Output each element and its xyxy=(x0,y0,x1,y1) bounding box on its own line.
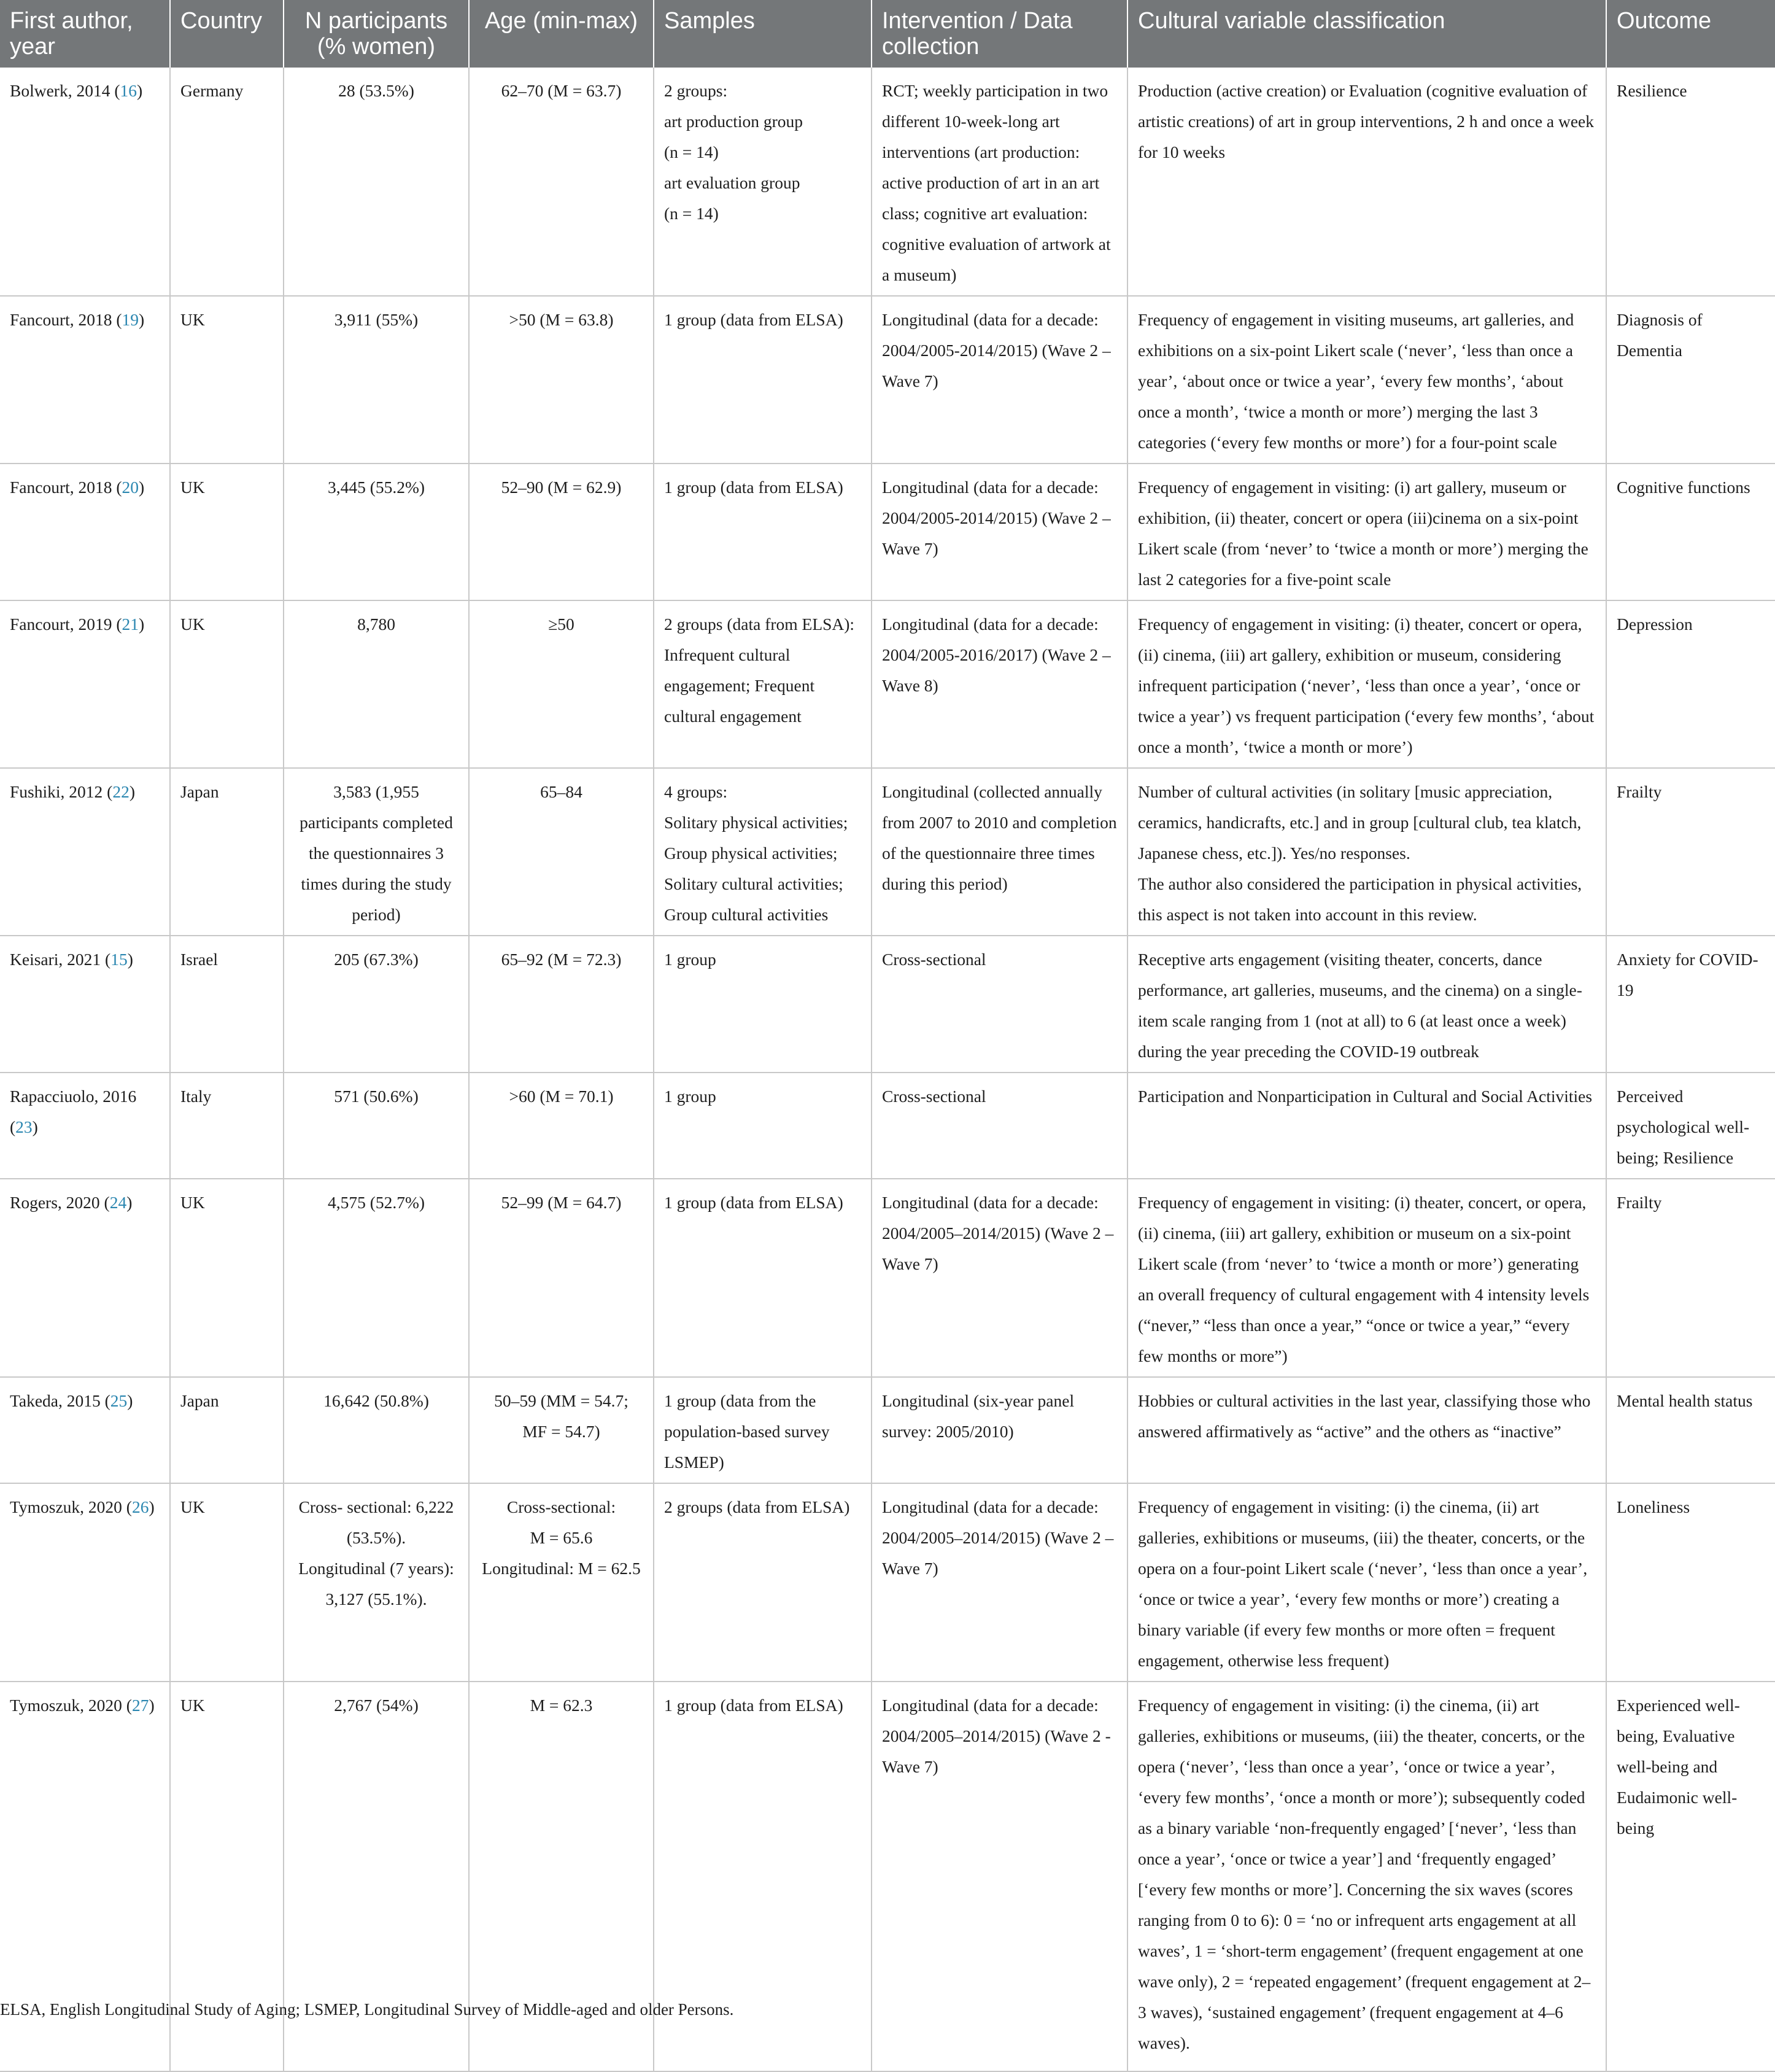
author-year: Rapacciuolo, 2016 ( xyxy=(10,1086,137,1136)
cell-intervention-line: Cross-sectional xyxy=(882,1086,986,1106)
cell-intervention-line: Longitudinal (data for a decade: 2004/2005–2014/2015) (Wave 2 - Wave 7) xyxy=(882,1695,1111,1776)
reference-link[interactable]: 16 xyxy=(120,80,137,100)
cell-samples-line: 1 group xyxy=(664,1086,716,1106)
cell-cultural-variable-line: Frequency of engagement in visiting: (i) the cinema, (ii) art galleries, exhibitions or museums, (iii) the theater, concerts, or the opera (‘never’, ‘less than once a year’, ‘once or twice a year’, ‘every few months’, ‘once a month or more’); subsequently coded as a binary variable ‘non-frequently engaged’ [‘never’, ‘less than once a year’, ‘once or twice a year’] and ‘frequently engaged’ [‘every few months or more’]. Concerning the six waves (scores ranging from 0 to 6): 0 = ‘no or infrequent arts engagement at all waves’, 1 = ‘short-term engagement’ (frequent engagement at one wave only), 2 = ‘repeated engagement’ (frequent engagement at 2–3 waves), ‘sustained engagement’ (frequent engagement at 4–6 waves). xyxy=(1138,1695,1591,2052)
cell-intervention-line: Longitudinal (data for a decade: 2004/2005-2014/2015) (Wave 2 – Wave 7) xyxy=(882,309,1111,390)
cell-samples-line: 1 group (data from ELSA) xyxy=(664,1695,843,1715)
cell-age xyxy=(469,1377,654,1483)
cell-intervention-line: Longitudinal (data for a decade: 2004/2005–2014/2015) (Wave 2 –Wave 7) xyxy=(882,1192,1114,1273)
table-row xyxy=(0,768,1775,936)
cell-n-participants-line: 3,583 (1,955 participants completed the questionnaires 3 times during the study period) xyxy=(300,782,453,924)
cell-samples-line: 4 groups: xyxy=(664,782,728,801)
reference-link[interactable]: 24 xyxy=(109,1192,127,1212)
cell-cultural-variable-line: Participation and Nonparticipation in Cultural and Social Activities xyxy=(1138,1086,1593,1106)
cell-cultural-variable-line: Frequency of engagement in visiting: (i) theater, concert, or opera, (ii) cinema, (iii) art gallery, exhibition or museum on a six-point Likert scale (from ‘never’ to ‘twice a month or more’) generating an overall frequency of cultural engagement with 4 intensity levels (“never,” “less than once a year,” “once or twice a year,” “every few months or more”) xyxy=(1138,1192,1590,1365)
cell-n-participants-line: 8,780 xyxy=(357,614,395,634)
cell-samples-line: Group physical activities; xyxy=(664,843,838,863)
header-row xyxy=(0,0,1775,68)
cell-n-participants xyxy=(284,1179,469,1377)
cell-age xyxy=(469,296,654,464)
cell-samples-line: Solitary physical activities; xyxy=(664,812,848,832)
cell-country: Japan xyxy=(170,1377,284,1483)
cell-outcome: Diagnosis of Dementia xyxy=(1606,296,1775,464)
reference-link[interactable]: 15 xyxy=(110,949,128,969)
cell-intervention xyxy=(872,296,1127,464)
cell-samples-line: (n = 14) xyxy=(664,142,719,161)
cell-samples xyxy=(654,600,872,768)
cell-age xyxy=(469,1483,654,1682)
cell-n-participants-line: 16,642 (50.8%) xyxy=(323,1391,429,1410)
cell-first-author: Fancourt, 2018 (20) xyxy=(0,464,170,600)
cell-samples xyxy=(654,296,872,464)
cell-age-line: >60 (M = 70.1) xyxy=(509,1086,614,1106)
cell-first-author: Keisari, 2021 (15) xyxy=(0,936,170,1073)
cell-n-participants-line: 2,767 (54%) xyxy=(334,1695,419,1715)
cell-n-participants xyxy=(284,600,469,768)
cell-age-line: M = 62.3 xyxy=(530,1695,593,1715)
cell-samples xyxy=(654,68,872,296)
table-row xyxy=(0,1377,1775,1483)
author-year: Takeda, 2015 ( xyxy=(10,1391,110,1410)
cell-cultural-variable xyxy=(1127,936,1606,1073)
table-header xyxy=(0,0,1775,68)
cell-age xyxy=(469,936,654,1073)
cell-n-participants xyxy=(284,936,469,1073)
cell-n-participants-line: Longitudinal (7 years): 3,127 (55.1%). xyxy=(298,1558,454,1608)
cell-cultural-variable xyxy=(1127,1179,1606,1377)
cell-first-author: Takeda, 2015 (25) xyxy=(0,1377,170,1483)
cell-cultural-variable-line: Hobbies or cultural activities in the last year, classifying those who answered affirmatively as “active” and the others as “inactive” xyxy=(1138,1391,1591,1441)
table-row xyxy=(0,600,1775,768)
cell-samples xyxy=(654,1179,872,1377)
cell-samples-line: 1 group xyxy=(664,949,716,969)
cell-cultural-variable xyxy=(1127,68,1606,296)
cell-n-participants xyxy=(284,768,469,936)
cell-cultural-variable-line: Frequency of engagement in visiting museums, art galleries, and exhibitions on a six-point Likert scale (‘never’, ‘less than once a year’, ‘about once or twice a year’, ‘every few months’, ‘about once a month’, ‘twice a month or more’) merging the last 3 categories (‘every few months or more’) for a four-point scale xyxy=(1138,309,1574,452)
cell-intervention xyxy=(872,1073,1127,1179)
cell-age-line: Longitudinal: M = 62.5 xyxy=(482,1558,641,1578)
cell-n-participants xyxy=(284,1073,469,1179)
author-year: Fushiki, 2012 ( xyxy=(10,782,113,801)
cell-samples-line: 2 groups (data from ELSA): Infrequent cultural engagement; Frequent cultural engagement xyxy=(664,614,855,726)
header-outcome: Outcome xyxy=(1606,0,1775,68)
cell-outcome: Frailty xyxy=(1606,768,1775,936)
cell-country: UK xyxy=(170,1483,284,1682)
cell-outcome: Perceived psychological well-being; Resilience xyxy=(1606,1073,1775,1179)
header-intervention: Intervention / Data collection xyxy=(872,0,1127,68)
cell-first-author: Tymoszuk, 2020 (26) xyxy=(0,1483,170,1682)
cell-country: UK xyxy=(170,600,284,768)
cell-samples-line: 2 groups: xyxy=(664,80,728,100)
cell-n-participants-line: 28 (53.5%) xyxy=(338,80,414,100)
author-year: Tymoszuk, 2020 ( xyxy=(10,1695,132,1715)
reference-link[interactable]: 26 xyxy=(131,1497,149,1516)
cell-age-line: 52–90 (M = 62.9) xyxy=(501,477,622,497)
table-row xyxy=(0,1483,1775,1682)
cell-n-participants xyxy=(284,68,469,296)
reference-link[interactable]: 27 xyxy=(131,1695,149,1715)
reference-link[interactable]: 23 xyxy=(15,1117,33,1136)
table-row xyxy=(0,68,1775,296)
cell-n-participants-line: Cross- sectional: 6,222 (53.5%). xyxy=(298,1497,454,1547)
cell-cultural-variable xyxy=(1127,768,1606,936)
cell-n-participants-line: 205 (67.3%) xyxy=(334,949,419,969)
header-age: Age (min-max) xyxy=(469,0,654,68)
cell-outcome: Loneliness xyxy=(1606,1483,1775,1682)
cell-intervention xyxy=(872,1483,1127,1682)
cell-country: Germany xyxy=(170,68,284,296)
cell-cultural-variable xyxy=(1127,464,1606,600)
cell-n-participants xyxy=(284,296,469,464)
table-footnote: ELSA, English Longitudinal Study of Aging; LSMEP, Longitudinal Survey of Middle-aged and older Persons. xyxy=(0,2000,734,2019)
table-body xyxy=(0,68,1775,2071)
cell-intervention xyxy=(872,600,1127,768)
cell-intervention-line: Longitudinal (six-year panel survey: 2005/2010) xyxy=(882,1391,1075,1441)
cell-age xyxy=(469,464,654,600)
cell-country: UK xyxy=(170,464,284,600)
cell-age-line: ≥50 xyxy=(548,614,574,634)
cell-age xyxy=(469,1073,654,1179)
cell-samples-line: art evaluation group xyxy=(664,173,800,192)
author-year: Fancourt, 2018 ( xyxy=(10,477,122,497)
header-samples: Samples xyxy=(654,0,872,68)
cell-country: UK xyxy=(170,296,284,464)
cell-outcome: Frailty xyxy=(1606,1179,1775,1377)
cell-samples-line: Solitary cultural activities; xyxy=(664,874,843,893)
cell-intervention xyxy=(872,68,1127,296)
cell-cultural-variable-line: Number of cultural activities (in solitary [music appreciation, ceramics, handicrafts, etc.] and in group [cultural club, tea klatch, Japanese chess, etc.]). Yes/no responses. xyxy=(1138,782,1582,863)
cell-samples-line: 1 group (data from ELSA) xyxy=(664,309,843,329)
table-row xyxy=(0,1179,1775,1377)
cell-first-author: Rogers, 2020 (24) xyxy=(0,1179,170,1377)
cell-age-line: 65–92 (M = 72.3) xyxy=(501,949,622,969)
cell-samples-line: 2 groups (data from ELSA) xyxy=(664,1497,850,1516)
header-first-author: First author, year xyxy=(0,0,170,68)
cell-intervention xyxy=(872,768,1127,936)
cell-outcome: Mental health status xyxy=(1606,1377,1775,1483)
cell-intervention-line: RCT; weekly participation in two different 10-week-long art interventions (art production: active production of art in an art class; cognitive art evaluation: cognitive evaluation of artwork at a museum) xyxy=(882,80,1111,284)
cell-intervention-line: Longitudinal (data for a decade: 2004/2005-2014/2015) (Wave 2 – Wave 7) xyxy=(882,477,1111,558)
cell-age-line: MF = 54.7) xyxy=(522,1421,600,1441)
cell-outcome: Anxiety for COVID-19 xyxy=(1606,936,1775,1073)
cell-samples xyxy=(654,768,872,936)
cell-intervention xyxy=(872,1179,1127,1377)
reference-link[interactable]: 19 xyxy=(122,309,139,329)
cell-cultural-variable xyxy=(1127,600,1606,768)
cell-intervention xyxy=(872,464,1127,600)
header-country: Country xyxy=(170,0,284,68)
cell-cultural-variable-line: The author also considered the participation in physical activities, this aspect is not taken into account in this review. xyxy=(1138,874,1582,924)
cell-country: Italy xyxy=(170,1073,284,1179)
cell-intervention-line: Longitudinal (data for a decade: 2004/2005-2016/2017) (Wave 2 – Wave 8) xyxy=(882,614,1111,695)
cell-cultural-variable xyxy=(1127,296,1606,464)
cell-first-author: Fushiki, 2012 (22) xyxy=(0,768,170,936)
cell-samples-line: Group cultural activities xyxy=(664,904,829,924)
author-year: Fancourt, 2018 ( xyxy=(10,309,122,329)
cell-intervention xyxy=(872,936,1127,1073)
cell-cultural-variable xyxy=(1127,1377,1606,1483)
cell-age-line: 65–84 xyxy=(540,782,582,801)
cell-age xyxy=(469,68,654,296)
cell-age-line: Cross-sectional: xyxy=(506,1497,616,1516)
table-row xyxy=(0,296,1775,464)
table-row xyxy=(0,464,1775,600)
reference-link[interactable]: 22 xyxy=(112,782,130,801)
cell-n-participants-line: 4,575 (52.7%) xyxy=(327,1192,425,1212)
cell-n-participants xyxy=(284,1483,469,1682)
author-year: Keisari, 2021 ( xyxy=(10,949,111,969)
cell-samples-line: (n = 14) xyxy=(664,203,719,223)
reference-link[interactable]: 20 xyxy=(122,477,139,497)
author-year: Rogers, 2020 ( xyxy=(10,1192,110,1212)
cell-outcome: Cognitive functions xyxy=(1606,464,1775,600)
cell-samples-line: 1 group (data from ELSA) xyxy=(664,1192,843,1212)
reference-link[interactable]: 21 xyxy=(122,614,139,634)
header-cultural-variable: Cultural variable classification xyxy=(1127,0,1606,68)
author-year: Bolwerk, 2014 ( xyxy=(10,80,120,100)
cell-age-line: 50–59 (MM = 54.7; xyxy=(494,1391,628,1410)
cell-n-participants xyxy=(284,1377,469,1483)
cell-samples xyxy=(654,936,872,1073)
cell-cultural-variable-line: Receptive arts engagement (visiting theater, concerts, dance performance, art galleries, museums, and the cinema) on a single-item scale ranging from 1 (not at all) to 6 (at least once a week) during the year preceding the COVID-19 outbreak xyxy=(1138,949,1582,1061)
author-year: Fancourt, 2019 ( xyxy=(10,614,122,634)
cell-cultural-variable xyxy=(1127,1073,1606,1179)
reference-link[interactable]: 25 xyxy=(110,1391,128,1410)
cell-first-author: Rapacciuolo, 2016 (23) xyxy=(0,1073,170,1179)
cell-cultural-variable-line: Production (active creation) or Evaluation (cognitive evaluation of artistic creations) of art in group interventions, 2 h and once a week for 10 weeks xyxy=(1138,80,1595,161)
cell-age-line: 62–70 (M = 63.7) xyxy=(501,80,622,100)
cell-first-author: Bolwerk, 2014 (16) xyxy=(0,68,170,296)
author-year: Tymoszuk, 2020 ( xyxy=(10,1497,132,1516)
cell-country: Japan xyxy=(170,768,284,936)
cell-age-line: 52–99 (M = 64.7) xyxy=(501,1192,622,1212)
cell-country: Israel xyxy=(170,936,284,1073)
cell-first-author: Tymoszuk, 2020 (27) xyxy=(0,1682,170,2071)
cell-samples xyxy=(654,1483,872,1682)
cell-samples xyxy=(654,1073,872,1179)
cell-outcome: Experienced well-being, Evaluative well-being and Eudaimonic well-being xyxy=(1606,1682,1775,2071)
cell-age xyxy=(469,600,654,768)
cell-cultural-variable-line: Frequency of engagement in visiting: (i) theater, concert or opera, (ii) cinema, (iii) art gallery, exhibition or museum, considering infrequent participation (‘never’, ‘less than once a year’, ‘once or twice a year’) vs frequent participation (‘every few months’, ‘about once a month’, ‘twice a month or more’) xyxy=(1138,614,1595,756)
cell-outcome: Resilience xyxy=(1606,68,1775,296)
cell-samples xyxy=(654,464,872,600)
cell-first-author: Fancourt, 2018 (19) xyxy=(0,296,170,464)
cell-n-participants-line: 3,445 (55.2%) xyxy=(327,477,425,497)
cell-intervention xyxy=(872,1377,1127,1483)
cell-samples xyxy=(654,1377,872,1483)
table-row xyxy=(0,1073,1775,1179)
table-row xyxy=(0,936,1775,1073)
cell-intervention-line: Longitudinal (data for a decade: 2004/2005–2014/2015) (Wave 2 –Wave 7) xyxy=(882,1497,1114,1578)
cell-age xyxy=(469,1179,654,1377)
cell-cultural-variable-line: Frequency of engagement in visiting: (i) the cinema, (ii) art galleries, exhibitions or museums, (iii) the theater, concerts, or the opera on a four-point Likert scale (‘never’, ‘less than once a year’, ‘once or twice a year’, ‘every few months or more’) creating a binary variable (if every few months or more often = frequent engagement, otherwise less frequent) xyxy=(1138,1497,1588,1670)
header-n-participants: N participants (% women) xyxy=(284,0,469,68)
cell-samples-line: art production group xyxy=(664,111,803,131)
cell-age xyxy=(469,768,654,936)
cell-cultural-variable xyxy=(1127,1483,1606,1682)
cell-cultural-variable-line: Frequency of engagement in visiting: (i) art gallery, museum or exhibition, (ii) theater, concert or opera (iii)cinema on a six-point Likert scale (from ‘never’ to ‘twice a month or more’) merging the last 2 categories for a five-point scale xyxy=(1138,477,1588,589)
cell-country: UK xyxy=(170,1179,284,1377)
cell-n-participants-line: 571 (50.6%) xyxy=(334,1086,419,1106)
cell-n-participants-line: 3,911 (55%) xyxy=(334,309,419,329)
cell-intervention-line: Longitudinal (collected annually from 2007 to 2010 and completion of the questionnaire three times during this period) xyxy=(882,782,1117,893)
cell-intervention-line: Cross-sectional xyxy=(882,949,986,969)
cell-age-line: M = 65.6 xyxy=(530,1527,593,1547)
cell-samples-line: 1 group (data from the population-based survey LSMEP) xyxy=(664,1391,830,1472)
cell-outcome: Depression xyxy=(1606,600,1775,768)
cell-first-author: Fancourt, 2019 (21) xyxy=(0,600,170,768)
cell-country: UK xyxy=(170,1682,284,2071)
cell-age-line: >50 (M = 63.8) xyxy=(509,309,614,329)
cell-n-participants xyxy=(284,464,469,600)
cell-samples-line: 1 group (data from ELSA) xyxy=(664,477,843,497)
